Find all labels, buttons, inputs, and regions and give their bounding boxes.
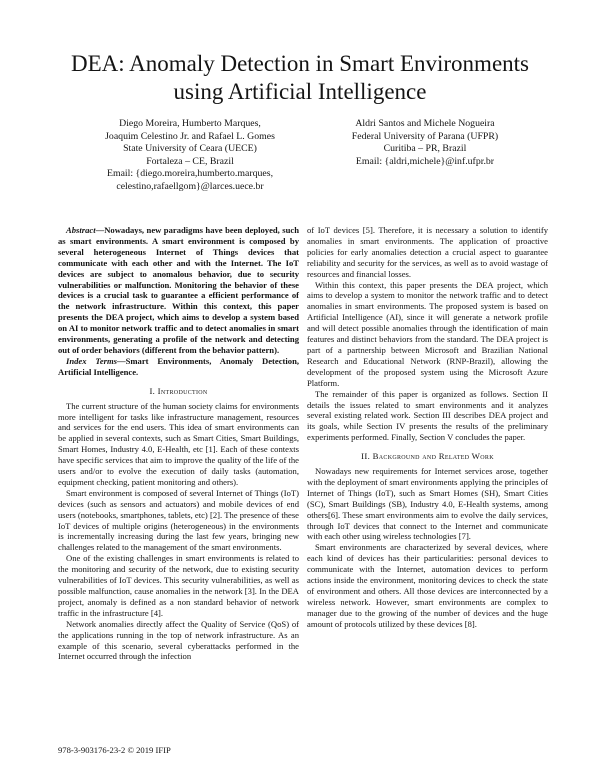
location: Curitiba – PR, Brazil — [383, 143, 467, 155]
right-column — [307, 225, 548, 630]
abstract — [58, 225, 299, 356]
left-column — [58, 225, 299, 662]
author-names: Aldri Santos and Michele Nogueira — [355, 118, 495, 129]
paragraph: Nowadays new requirements for Internet services arose, together with the deployment of smart environments applying the principles of Internet of Things (IoT), such as Smart Homes (SH), Smart Cities (SC), Smart Buildings (SB), Industry 4.0, E-Health systems, among others[6]. These smart environments aim to evolve the daily services, through IoT devices that connect to the Internet and communicate with each other using wireless technologies [7]. — [307, 466, 548, 542]
author-names: Diego Moreira, Humberto Marques, — [119, 118, 261, 129]
paper-title — [0, 50, 600, 106]
paragraph: One of the existing challenges in smart environments is related to the monitoring and security of the network, due to existing security vulnerabilities of IoT devices. This security vulnerabilities, as well as possible malfunction, cause anomalies in the network [3]. In the DEA project, anomaly is defined as a non standard behavior of network traffic in the infrastructure [4]. — [58, 553, 299, 618]
title-line-2: using Artificial Intelligence — [173, 79, 427, 104]
paragraph: of IoT devices [5]. Therefore, it is necessary a solution to identify anomalies in smart environments. The application of proactive policies for early anomalies detection a crucial aspect to guarantee reliability and security for the services, as well as to avoid wastage of resources and financial losses. — [307, 225, 548, 279]
index-terms-lead: Index Terms — [66, 355, 118, 366]
paragraph: Within this context, this paper presents the DEA project, which aims to develop a system to monitor the network traffic and to detect anomalies in smart environments. The proposed system is based on Artificial Intelligence (AI), since it will generate a network profile and will detect possible anomalies through the identification of main features and distinct behaviors from the standard. The DEA project is part of a partnership between Microsoft and Brazilian National Research and Educational Network (RNP-Brazil), allowing the development of the proposed system using the Microsoft Azure Platform. — [307, 279, 548, 388]
email: Email: {aldri,michele}@inf.ufpr.br — [355, 155, 495, 167]
section-heading-introduction: I. Introduction — [149, 385, 208, 396]
author-block-left — [60, 118, 320, 194]
email: celestino,rafaellgom}@larces.uece.br — [116, 180, 264, 192]
paragraph: Network anomalies directly affect the Quality of Service (QoS) of the applications running in the top of network infrastructure. As an example of this scenario, several cyberattacks performed in the Internet occurred through the infection — [58, 618, 299, 662]
author-block-right — [320, 118, 530, 168]
email: Email: {diego.moreira,humberto.marques, — [106, 168, 274, 180]
index-terms — [58, 356, 299, 378]
title-line-1: DEA: Anomaly Detection in Smart Environments — [70, 51, 529, 76]
abstract-text: —Nowadays, new paradigms have been deployed, such as smart environments. A smart environment is composed by several heterogeneous Internet of Things devices that communicate with each other and with the Internet. The IoT devices are subject to anomalous behavior, due to security vulnerabilities or malfunction. Monitoring the behavior of these devices is a crucial task to guarantee a efficient performance of the network infrastructure. Within this context, this paper presents the DEA project, which aims to develop a system based on AI to monitor network traffic and to detect anomalies in smart environments, generating a profile of the network and detecting out of order behaviors (different from the behavior pattern). — [58, 225, 299, 355]
author-names: Joaquim Celestino Jr. and Rafael L. Gomes — [105, 130, 275, 142]
paragraph: Smart environments are characterized by several devices, where each kind of devices has their particularities: personal devices to communicate with the Internet, automation devices to perform actions inside the environment, monitoring devices to check the state of environment and others. All those devices are interconnected by a wireless network. However, smart environments are complex to manager due to the growing of the number of devices and the huge amount of protocols utilized by these devices [8]. — [307, 542, 548, 629]
abstract-lead: Abstract — [66, 225, 96, 235]
paragraph: The current structure of the human society claims for environments more intelligent for tasks like infrastructure management, resources and services for the end users. This idea of smart environments can be applied in several contexts, such as Smart Cities, Smart Buildings, Smart Homes, Industry 4.0, E-Health, etc [1]. Each of these contexts have specific services that aim to improve the quality of the life of the users and/or to evolve the execution of daily tasks (automation, equipment checking, patient monitoring and others). — [58, 400, 299, 487]
section-heading-background: II. Background and Related Work — [361, 451, 494, 462]
affiliation: State University of Ceara (UECE) — [123, 143, 257, 155]
location: Fortaleza – CE, Brazil — [146, 155, 234, 167]
copyright-footer: 978-3-903176-23-2 © 2019 IFIP — [58, 745, 171, 755]
affiliation: Federal University of Parana (UFPR) — [351, 130, 499, 142]
paragraph: The remainder of this paper is organized as follows. Section II details the issues related to smart environments and it analyzes several existing related work. Section III describes DEA project and its goals, while Section IV presents the results of the preliminary experiments performed. Finally, Section V concludes the paper. — [307, 388, 548, 443]
paragraph: Smart environment is composed of several Internet of Things (IoT) devices (such as sensors and actuators) and mobile devices of end users (notebooks, smartphones, tablets, etc) [2]. The presence of these IoT devices of multiple origins (heterogeneous) in the environments is incrementally increasing during the last few years, bringing new challenges related to the management of the smart environments. — [58, 487, 299, 553]
index-terms-text: —Smart Environments, Anomaly Detection, Artificial Intelligence. — [58, 355, 299, 377]
